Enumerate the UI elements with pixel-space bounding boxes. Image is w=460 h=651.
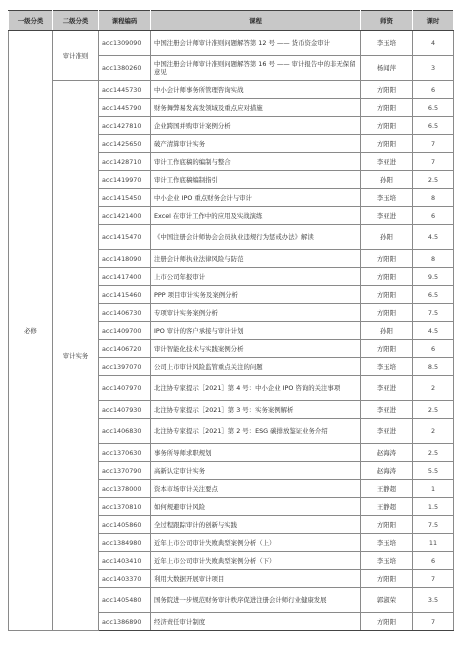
hours-cell: 8 [413,250,454,268]
course-code-cell: acc1370790 [99,462,151,480]
teacher-cell: 方阳阳 [361,99,413,117]
teacher-cell: 杨闻萍 [361,56,413,81]
table-header-row [9,11,454,31]
course-title-cell: 注册会计师执业法律风险与防范 [151,250,361,268]
course-title-cell: 国务院进一步规范财务审计秩序促进注册会计师行业健康发展 [151,588,361,613]
header-level2-category: 二级分类 [53,11,99,31]
hours-cell: 2.5 [413,401,454,419]
course-table [8,10,454,631]
teacher-cell: 方阳阳 [361,268,413,286]
hours-cell: 2.5 [413,171,454,189]
hours-cell: 8.5 [413,358,454,376]
course-code-cell: acc1407970 [99,376,151,401]
course-code-cell: acc1309090 [99,31,151,56]
table-body [9,31,454,631]
course-code-cell: acc1409700 [99,322,151,340]
teacher-cell: 李亚进 [361,207,413,225]
course-title-cell: PPP 项目审计实务及案例分析 [151,286,361,304]
teacher-cell: 李亚进 [361,401,413,419]
teacher-cell: 方阳阳 [361,570,413,588]
hours-cell: 6 [413,552,454,570]
hours-cell: 11 [413,534,454,552]
course-title-cell: 近年上市公司审计失败典型案例分析（上） [151,534,361,552]
course-title-cell: 如何规避审计风险 [151,498,361,516]
course-title-cell: 事务所导师求职规划 [151,444,361,462]
hours-cell: 5.5 [413,462,454,480]
course-code-cell: acc1425650 [99,135,151,153]
course-code-cell: acc1427810 [99,117,151,135]
course-code-cell: acc1406830 [99,419,151,444]
course-code-cell: acc1370630 [99,444,151,462]
course-code-cell: acc1406730 [99,304,151,322]
hours-cell: 8 [413,189,454,207]
level2-category-cell: 审计准则 [53,31,99,81]
teacher-cell: 孙阳 [361,225,413,250]
course-code-cell: acc1406720 [99,340,151,358]
teacher-cell: 李玉培 [361,358,413,376]
course-code-cell: acc1417400 [99,268,151,286]
teacher-cell: 郭淑荣 [361,588,413,613]
course-title-cell: 财务舞弊易发高发领域及重点应对措施 [151,99,361,117]
hours-cell: 6.5 [413,117,454,135]
hours-cell: 2 [413,419,454,444]
hours-cell: 7 [413,153,454,171]
course-code-cell: acc1428710 [99,153,151,171]
course-code-cell: acc1370810 [99,498,151,516]
course-code-cell: acc1386890 [99,613,151,631]
level2-category-cell: 审计实务 [53,81,99,631]
hours-cell: 6.5 [413,99,454,117]
course-title-cell: IPO 审计的客户承接与审计计划 [151,322,361,340]
course-code-cell: acc1397070 [99,358,151,376]
hours-cell: 9.5 [413,268,454,286]
hours-cell: 1.5 [413,498,454,516]
hours-cell: 7 [413,570,454,588]
hours-cell: 2 [413,376,454,401]
course-title-cell: 《中国注册会计师协会会员执业违规行为惩戒办法》解读 [151,225,361,250]
hours-cell: 3.5 [413,588,454,613]
teacher-cell: 李亚进 [361,376,413,401]
course-code-cell: acc1445790 [99,99,151,117]
course-code-cell: acc1384980 [99,534,151,552]
header-course-code: 课程编码 [99,11,151,31]
teacher-cell: 方阳阳 [361,81,413,99]
hours-cell: 1 [413,480,454,498]
course-title-cell: 破产清算审计实务 [151,135,361,153]
course-code-cell: acc1405860 [99,516,151,534]
hours-cell: 2.5 [413,444,454,462]
teacher-cell: 方阳阳 [361,286,413,304]
course-table-container [8,10,453,631]
teacher-cell: 方阳阳 [361,304,413,322]
table-row [9,31,454,56]
hours-cell: 7.5 [413,516,454,534]
course-title-cell: 审计智能化技术与实践案例分析 [151,340,361,358]
teacher-cell: 赵海涛 [361,462,413,480]
level1-category-cell: 必修 [9,31,53,631]
course-title-cell: 公司上市审计风险监管重点关注的问题 [151,358,361,376]
hours-cell: 6 [413,340,454,358]
course-title-cell: 近年上市公司审计失败典型案例分析（下） [151,552,361,570]
course-code-cell: acc1419970 [99,171,151,189]
table-row [9,81,454,99]
hours-cell: 7 [413,135,454,153]
course-code-cell: acc1403410 [99,552,151,570]
course-title-cell: Excel 在审计工作中的应用及实战演练 [151,207,361,225]
teacher-cell: 方阳阳 [361,516,413,534]
hours-cell: 7.5 [413,304,454,322]
header-teacher: 师资 [361,11,413,31]
course-code-cell: acc1407930 [99,401,151,419]
course-title-cell: 企业跨国并购审计案例分析 [151,117,361,135]
course-code-cell: acc1415450 [99,189,151,207]
teacher-cell: 李亚进 [361,153,413,171]
course-title-cell: 审计工作底稿编制指引 [151,171,361,189]
course-title-cell: 上市公司年报审计 [151,268,361,286]
course-code-cell: acc1403370 [99,570,151,588]
course-title-cell: 专项审计实务案例分析 [151,304,361,322]
course-title-cell: 全过程跟踪审计的创新与实践 [151,516,361,534]
teacher-cell: 李亚进 [361,419,413,444]
course-title-cell: 审计工作底稿的编制与整合 [151,153,361,171]
teacher-cell: 李玉培 [361,189,413,207]
hours-cell: 6 [413,81,454,99]
hours-cell: 4.5 [413,225,454,250]
teacher-cell: 王静超 [361,480,413,498]
hours-cell: 6.5 [413,286,454,304]
course-title-cell: 资本市场审计关注要点 [151,480,361,498]
course-title-cell: 中国注册会计师审计准则问题解答第 16 号 —— 审计报告中的非无保留意见 [151,56,361,81]
teacher-cell: 王静超 [361,498,413,516]
course-code-cell: acc1378000 [99,480,151,498]
hours-cell: 4.5 [413,322,454,340]
course-title-cell: 中小会计师事务所管理咨询实战 [151,81,361,99]
teacher-cell: 孙阳 [361,171,413,189]
teacher-cell: 方阳阳 [361,250,413,268]
course-title-cell: 北注协专家提示［2021］第 2 号：ESG 碳排放鉴证业务介绍 [151,419,361,444]
header-level1-category: 一级分类 [9,11,53,31]
course-title-cell: 高新认定审计实务 [151,462,361,480]
course-title-cell: 利用大数据开展审计项目 [151,570,361,588]
header-course: 课程 [151,11,361,31]
course-title-cell: 经济责任审计制度 [151,613,361,631]
hours-cell: 6 [413,207,454,225]
teacher-cell: 方阳阳 [361,340,413,358]
course-code-cell: acc1405480 [99,588,151,613]
teacher-cell: 方阳阳 [361,135,413,153]
course-code-cell: acc1421400 [99,207,151,225]
teacher-cell: 赵海涛 [361,444,413,462]
teacher-cell: 李玉培 [361,31,413,56]
hours-cell: 7 [413,613,454,631]
course-title-cell: 中小企业 IPO 重点财务会计与审计 [151,189,361,207]
course-title-cell: 北注协专家提示［2021］第 3 号：实务案例解析 [151,401,361,419]
teacher-cell: 方阳阳 [361,117,413,135]
course-code-cell: acc1415470 [99,225,151,250]
course-code-cell: acc1445730 [99,81,151,99]
course-title-cell: 北注协专家提示［2021］第 4 号：中小企业 IPO 咨询的关注事项 [151,376,361,401]
teacher-cell: 李玉培 [361,534,413,552]
teacher-cell: 李玉培 [361,552,413,570]
header-hours: 课时 [413,11,454,31]
teacher-cell: 孙阳 [361,322,413,340]
hours-cell: 4 [413,31,454,56]
course-code-cell: acc1418090 [99,250,151,268]
teacher-cell: 方阳阳 [361,613,413,631]
hours-cell: 3 [413,56,454,81]
course-title-cell: 中国注册会计师审计准则问题解答第 12 号 —— 货币资金审计 [151,31,361,56]
course-code-cell: acc1380260 [99,56,151,81]
course-code-cell: acc1415460 [99,286,151,304]
